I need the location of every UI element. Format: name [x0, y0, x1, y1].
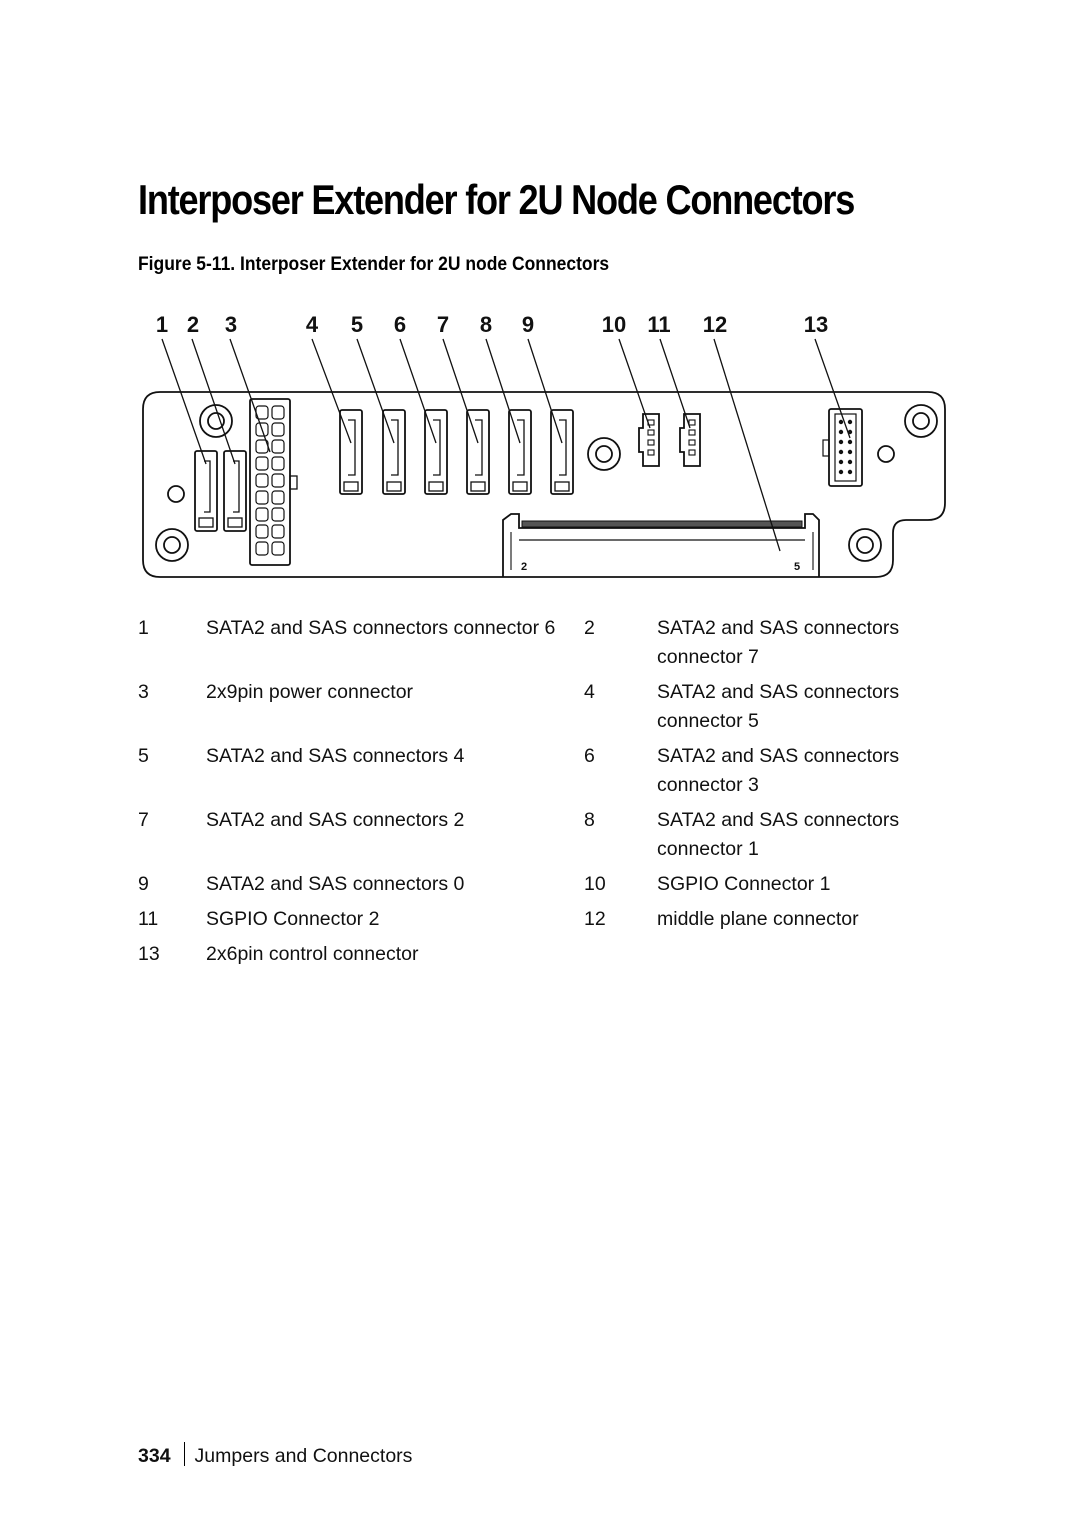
legend-number: 12: [584, 908, 606, 930]
legend-number: [584, 940, 657, 975]
legend-description: middle plane connector: [657, 908, 859, 930]
mounting-hole: [905, 405, 937, 437]
legend-number: 13: [138, 943, 160, 965]
legend-description: SATA2 and SAS connectors 4: [206, 745, 465, 767]
mounting-hole: [588, 438, 620, 470]
legend-description: 2x9pin power connector: [206, 681, 414, 703]
legend-description: SATA2 and SAS connectors 0: [206, 873, 465, 895]
power-connector-2x9: [250, 399, 297, 565]
legend-number: 11: [138, 908, 159, 930]
callout-6: 6: [393, 312, 407, 337]
sata-connector-0: [551, 410, 573, 494]
legend-row: [138, 678, 958, 742]
legend-row: [138, 940, 958, 975]
connector-pin-label-left: 2: [520, 561, 528, 573]
footer-divider: [184, 1442, 185, 1466]
connector-pin-label-right: 5: [793, 561, 801, 573]
legend-description: SATA2 and SAS connectors connector 5: [657, 681, 900, 732]
sata-connector-1: [509, 410, 531, 494]
footer-section-title: Jumpers and Connectors: [194, 1445, 413, 1467]
legend-row: [138, 614, 958, 678]
callout-10: 10: [601, 312, 627, 337]
legend-number: 1: [138, 617, 149, 639]
legend-number: 2: [584, 617, 595, 639]
legend-number: 3: [138, 681, 149, 703]
legend-description: SATA2 and SAS connectors connector 3: [657, 745, 900, 796]
callout-3: 3: [224, 312, 238, 337]
callout-2: 2: [186, 312, 200, 337]
legend-description: SATA2 and SAS connectors connector 7: [657, 617, 900, 668]
small-via: [878, 446, 894, 462]
legend-number: 8: [584, 809, 595, 831]
legend-description: SATA2 and SAS connectors connector 6: [206, 617, 556, 639]
control-connector-2x6: [823, 409, 862, 486]
sgpio-connector-1: [639, 414, 659, 466]
legend-description: 2x6pin control connector: [206, 943, 419, 965]
sgpio-connector-2: [680, 414, 700, 466]
legend-table: [138, 614, 958, 975]
callout-1: 1: [155, 312, 169, 337]
legend-row: [138, 870, 958, 905]
callout-9: 9: [521, 312, 535, 337]
sata-connector-2: [467, 410, 489, 494]
legend-number: 10: [584, 873, 606, 895]
legend-row: [138, 806, 958, 870]
page-number: 334: [138, 1445, 171, 1467]
legend-description: SATA2 and SAS connectors connector 1: [657, 809, 900, 860]
page-footer: [138, 1442, 412, 1468]
small-via: [168, 486, 184, 502]
mounting-hole: [156, 529, 188, 561]
callout-4: 4: [305, 312, 319, 337]
legend-description: SGPIO Connector 2: [206, 908, 380, 930]
legend-number: 9: [138, 873, 149, 895]
legend-description: [657, 940, 958, 975]
legend-row: [138, 742, 958, 806]
legend-number: 6: [584, 745, 595, 767]
page-title: Interposer Extender for 2U Node Connectors: [138, 176, 855, 223]
callout-5: 5: [350, 312, 364, 337]
interposer-board-diagram: [0, 0, 1080, 600]
figure-caption: Figure 5-11. Interposer Extender for 2U node Connectors: [138, 254, 610, 275]
mounting-hole: [849, 529, 881, 561]
board-outline: [143, 392, 945, 577]
legend-number: 4: [584, 681, 595, 703]
callout-8: 8: [479, 312, 493, 337]
legend-number: 7: [138, 809, 149, 831]
callout-13: 13: [803, 312, 829, 337]
callout-7: 7: [436, 312, 450, 337]
callout-12: 12: [702, 312, 728, 337]
legend-description: SATA2 and SAS connectors 2: [206, 809, 465, 831]
legend-description: SGPIO Connector 1: [657, 873, 831, 895]
legend-row: [138, 905, 958, 940]
callout-11: 11: [647, 312, 671, 337]
legend-number: 5: [138, 745, 149, 767]
